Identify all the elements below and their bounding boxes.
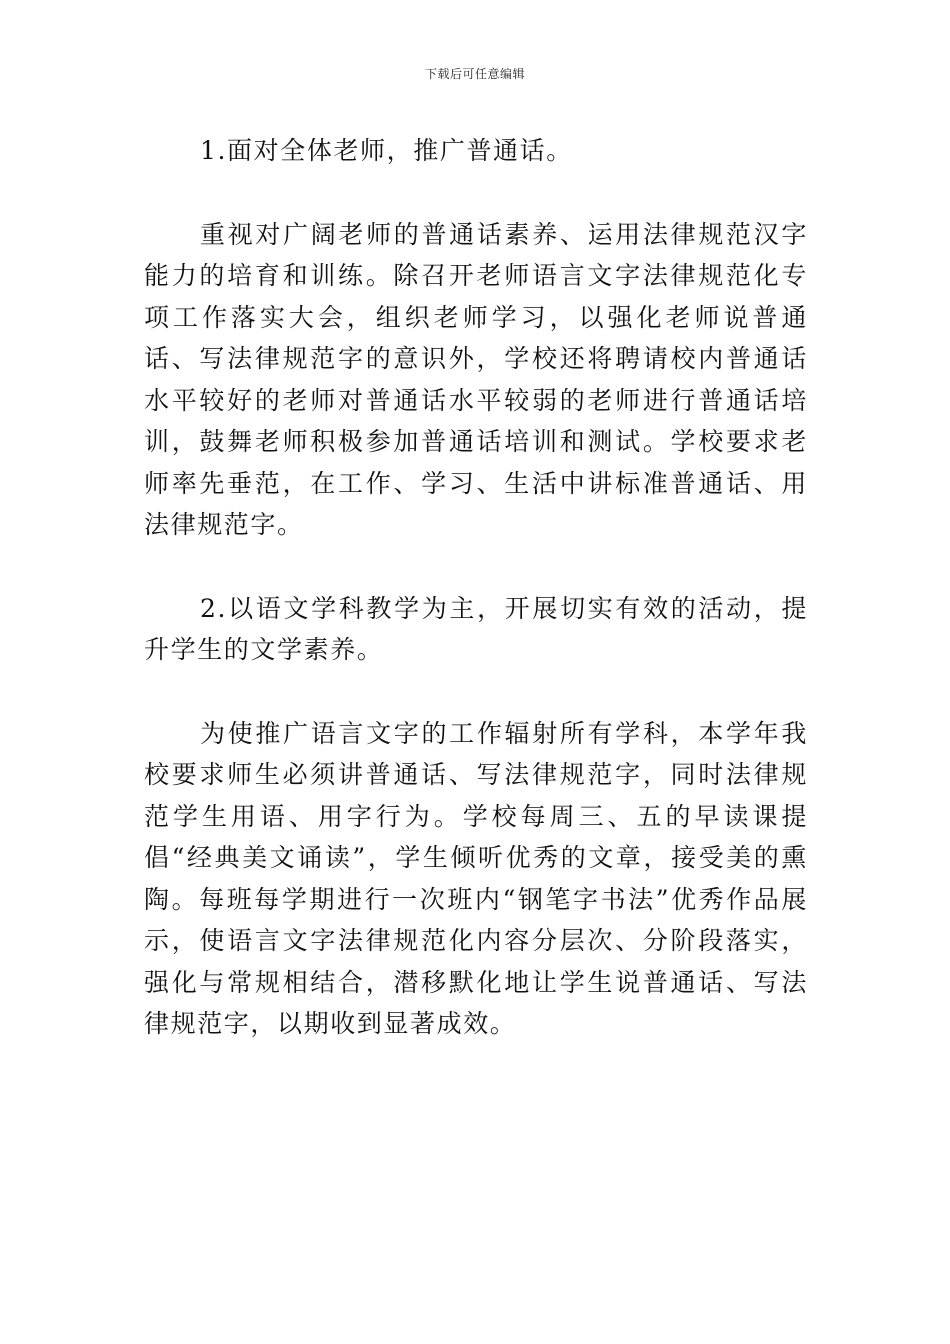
body-paragraph-1: 重视对广阔老师的普通话素养、运用法律规范汉字能力的培育和训练。除召开老师语言文字法律规范化专项工作落实大会，组织老师学习，以强化老师说普通话、写法律规范字的意识外，学校还将聘请校内普通话水平较好的老师对普通话水平较弱的老师进行普通话培训，鼓舞老师积极参加普通话培训和测试。学校要求老师率先垂范，在工作、学习、生活中讲标准普通话、用法律规范字。 — [144, 219, 808, 539]
paragraph-gap — [144, 172, 808, 214]
section-heading-2: 2.以语文学科教学为主，开展切实有效的活动，提升学生的文学素养。 — [144, 593, 808, 664]
section-heading-1: 1.面对全体老师，推广普通话。 — [200, 136, 573, 165]
body-paragraph-2: 为使推广语言文字的工作辐射所有学科，本学年我校要求师生必须讲普通话、写法律规范字，同时法律规范学生用语、用字行为。学校每周三、五的早读课提倡“经典美文诵读”，学生倾听优秀的文章，接受美的熏陶。每班每学期进行一次班内“钢笔字书法”优秀作品展示，使语言文字法律规范化内容分层次、分阶段落实，强化与常规相结合，潜移默化地让学生说普通话、写法律规范字，以期收到显著成效。 — [144, 718, 808, 1038]
paragraph-gap — [144, 671, 808, 713]
page-header: 下载后可任意编辑 — [424, 67, 525, 81]
paragraph-gap — [144, 546, 808, 588]
document-body — [144, 130, 808, 1045]
